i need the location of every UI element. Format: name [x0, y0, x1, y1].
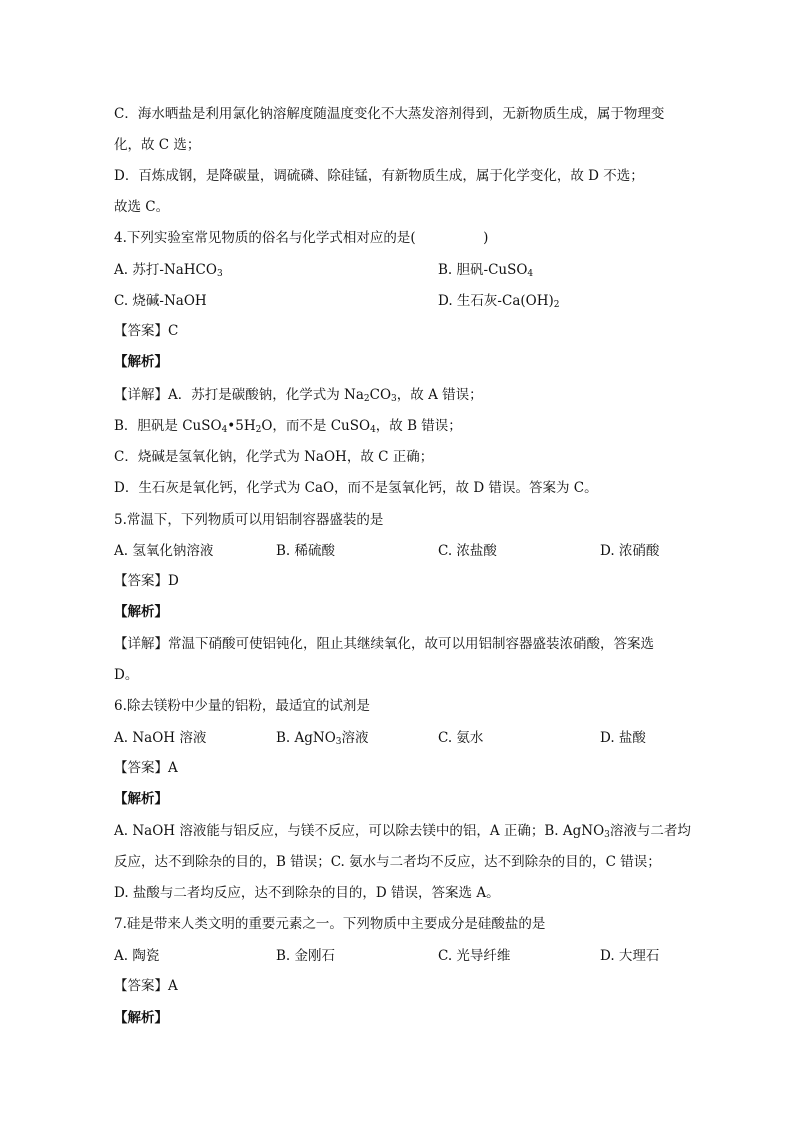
q5-detail-line: 【详解】常温下硝酸可使铝钝化，阻止其继续氧化，故可以用铝制容器盛装浓硝酸，答案选	[114, 636, 654, 652]
q4-detail-line: B．胆矾是 $CuSO_4•5H_2O$，而不是 CuSO$_4$，故 B 错误；	[114, 418, 462, 435]
question-4-stem: 4.下列实验室常见物质的俗名与化学式相对应的是( )	[114, 230, 489, 246]
question-7-stem: 7.硅是带来人类文明的重要元素之一。下列物质中主要成分是硅酸盐的是	[114, 916, 546, 932]
q6-detail-line: D. 盐酸与二者均反应，达不到除杂的目的，D 错误，答案选 A。	[114, 885, 500, 901]
question-6-stem: 6.除去镁粉中少量的铝粉，最适宜的试剂是	[114, 698, 370, 714]
q4-analysis-label: 【解析】	[114, 354, 168, 370]
q4-option-a: A. 苏打-NaHCO$_3$	[114, 262, 223, 279]
q4-option-d: D. 生石灰$-Ca(OH)_2$	[438, 293, 560, 310]
paragraph-line: C．海水晒盐是利用氯化钠溶解度随温度变化不大蒸发溶剂得到，无新物质生成，属于物理变	[114, 106, 665, 122]
q4-option-b: B. 胆矾-CuSO$_4$	[438, 262, 534, 279]
paragraph-line: D．百炼成钢，是降碳量，调硫磷、除硅锰，有新物质生成，属于化学变化，故 D 不选；	[114, 168, 644, 184]
q7-option-a: A. 陶瓷	[114, 948, 160, 964]
q4-answer: 【答案】C	[114, 323, 179, 339]
q5-detail-line: D。	[114, 667, 139, 683]
q5-option-a: A. 氢氧化钠溶液	[114, 543, 214, 559]
q5-option-d: D. 浓硝酸	[600, 543, 660, 559]
q4-detail-line: C．烧碱是氢氧化钠，化学式为 NaOH，故 C 正确；	[114, 449, 434, 465]
q6-option-b: B. AgNO$_3$溶液	[276, 730, 369, 747]
q4-detail-line: 【详解】A．苏打是碳酸钠，化学式为 $Na_2CO_3$，故 A 错误；	[114, 387, 483, 404]
q6-analysis-label: 【解析】	[114, 791, 168, 807]
q6-option-a: A. NaOH 溶液	[114, 730, 207, 746]
q7-analysis-label: 【解析】	[114, 1010, 168, 1026]
q6-option-d: D. 盐酸	[600, 730, 646, 746]
q6-answer: 【答案】A	[114, 760, 178, 776]
q4-option-c: C. 烧碱-NaOH	[114, 293, 207, 309]
question-5-stem: 5.常温下，下列物质可以用铝制容器盛装的是	[114, 512, 384, 528]
paragraph-line: 故选 C。	[114, 199, 170, 215]
q5-option-c: C. 浓盐酸	[438, 543, 497, 559]
q6-detail-line: A. NaOH 溶液能与铝反应，与镁不反应，可以除去镁中的铝，A 正确；B. AgNO$_3$溶液与二者均	[114, 823, 691, 840]
q6-option-c: C. 氨水	[438, 730, 484, 746]
q5-answer: 【答案】D	[114, 573, 179, 589]
q4-detail-line: D．生石灰是氧化钙，化学式为 CaO，而不是氢氧化钙，故 D 错误。答案为 C。	[114, 480, 598, 496]
q5-option-b: B. 稀硫酸	[276, 543, 336, 559]
q7-answer: 【答案】A	[114, 978, 178, 994]
q5-analysis-label: 【解析】	[114, 604, 168, 620]
q7-option-c: C. 光导纤维	[438, 948, 511, 964]
q7-option-b: B. 金刚石	[276, 948, 336, 964]
q7-option-d: D. 大理石	[600, 948, 660, 964]
paragraph-line: 化，故 C 选；	[114, 137, 201, 153]
q6-detail-line: 反应，达不到除杂的目的，B 错误；C. 氨水与二者均不反应，达不到除杂的目的，C 错误；	[114, 854, 661, 870]
